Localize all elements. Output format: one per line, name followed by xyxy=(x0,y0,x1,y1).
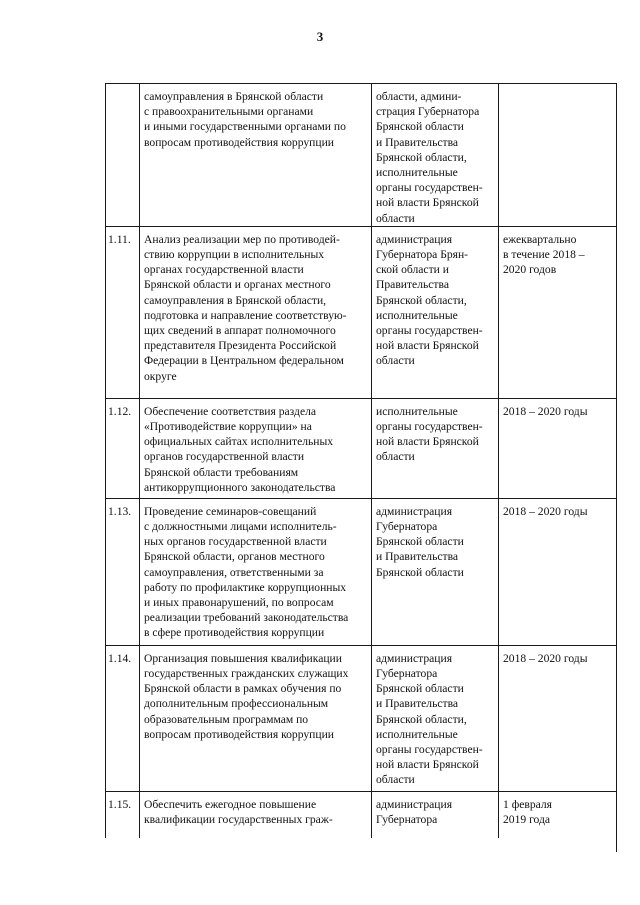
responsible-cell: администрация Губернатора Брянской области и Правительства Брянской области xyxy=(372,498,499,645)
item-number: 1.12. xyxy=(106,398,140,498)
page-bottom-margin xyxy=(105,838,616,905)
item-number xyxy=(106,84,140,227)
item-number: 1.14. xyxy=(106,645,140,791)
activity-cell: Обеспечить ежегодное повышение квалификации государственных граж- xyxy=(140,791,372,851)
deadline-cell xyxy=(499,84,617,227)
table-row xyxy=(106,398,617,498)
activity-cell: Организация повышения квалификации государственных гражданских служащих Брянской области в рамках обучения по дополнительным профессиональным образовательным программам по вопросам противодействия коррупции xyxy=(140,645,372,791)
deadline-cell: 1 февраля 2019 года xyxy=(499,791,617,851)
deadline-cell: 2018 – 2020 годы xyxy=(499,498,617,645)
activity-cell: Проведение семинаров-совещаний с должностными лицами исполнитель- ных органов государственной власти Брянской области, органов местного самоуправления, ответственными за работу по профилактике коррупционных и иных правонарушений, по вопросам реализации требований законодательства в сфере противодействия коррупции xyxy=(140,498,372,645)
item-number: 1.11. xyxy=(106,226,140,398)
anti-corruption-plan-table xyxy=(105,83,617,852)
responsible-cell: администрация Губернатора Брян- ской области и Правительства Брянской области, исполнительные органы государствен- ной власти Брянской области xyxy=(372,226,499,398)
page-number: 3 xyxy=(316,29,324,44)
responsible-cell: области, админи- страция Губернатора Брянской области и Правительства Брянской области, исполнительные органы государствен- ной власти Брянской области xyxy=(372,84,499,227)
responsible-cell: администрация Губернатора Брянской области и Правительства Брянской области, исполнительные органы государствен- ной власти Брянской области xyxy=(372,645,499,791)
table-row xyxy=(106,226,617,398)
table-row xyxy=(106,645,617,791)
activity-cell: Анализ реализации мер по противодей- ствию коррупции в исполнительных органах государственной власти Брянской области и органах местного самоуправления в Брянской области, подготовка и направление соответствую- щих сведений в аппарат полномочного представителя Президента Российской Федерации в Центральном федеральном округе xyxy=(140,226,372,398)
activity-cell: самоуправления в Брянской области с правоохранительными органами и иными государственными органами по вопросам противодействия коррупции xyxy=(140,84,372,227)
deadline-cell: 2018 – 2020 годы xyxy=(499,645,617,791)
item-number: 1.15. xyxy=(106,791,140,851)
deadline-cell: 2018 – 2020 годы xyxy=(499,398,617,498)
responsible-cell: исполнительные органы государствен- ной власти Брянской области xyxy=(372,398,499,498)
deadline-cell: ежеквартально в течение 2018 – 2020 годов xyxy=(499,226,617,398)
responsible-cell: администрация Губернатора xyxy=(372,791,499,851)
table-row xyxy=(106,84,617,227)
table-row xyxy=(106,498,617,645)
item-number: 1.13. xyxy=(106,498,140,645)
activity-cell: Обеспечение соответствия раздела «Противодействие коррупции» на официальных сайтах исполнительных органов государственной власти Брянской области требованиям антикоррупционного законодательства xyxy=(140,398,372,498)
